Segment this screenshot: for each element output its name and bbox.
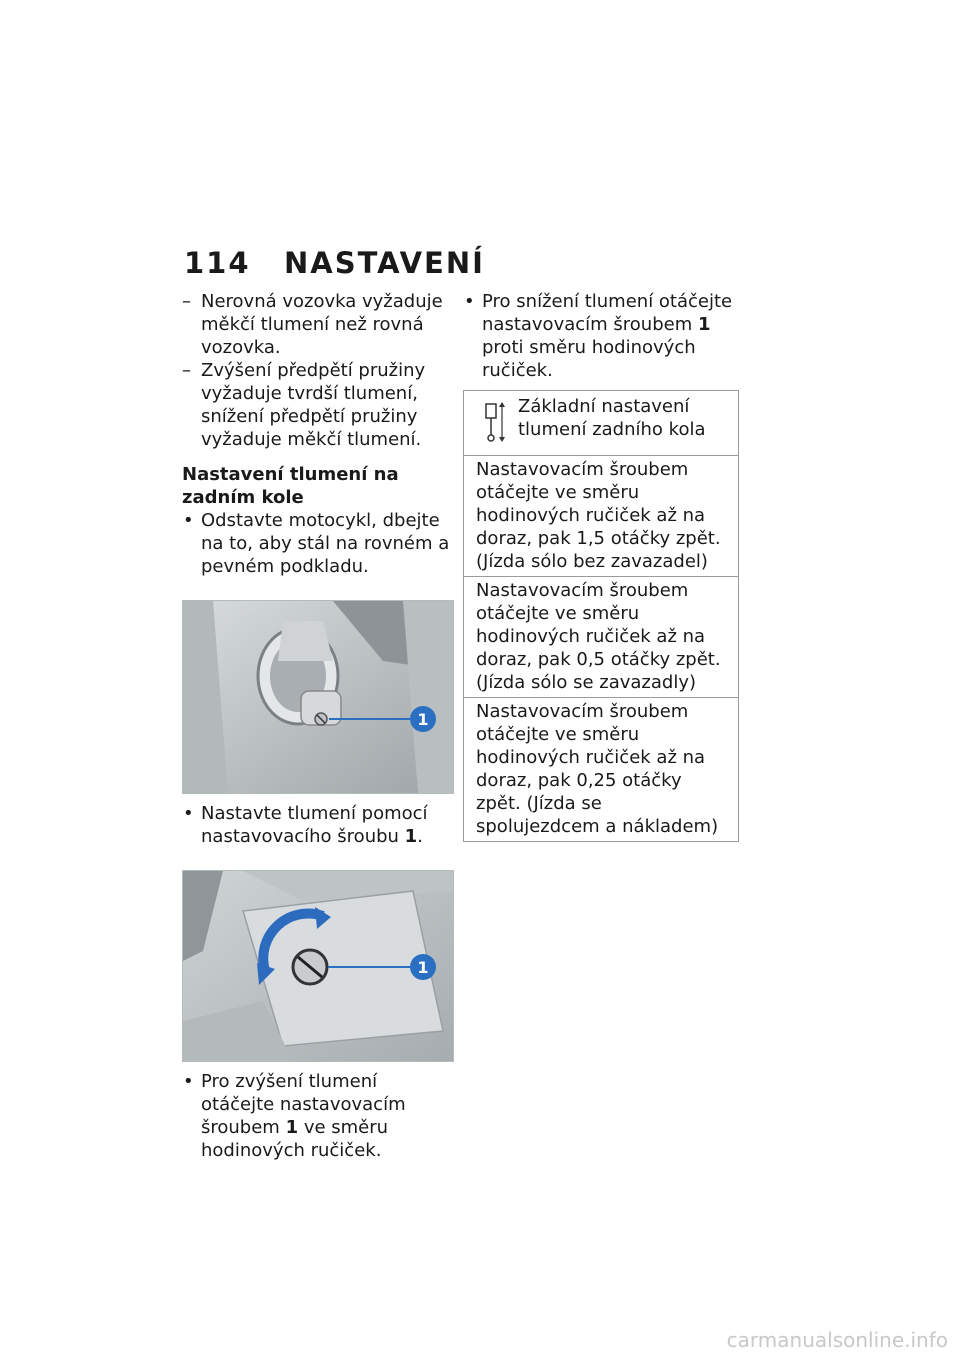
section-title: NASTAVENÍ [284, 246, 485, 280]
table-cell: Nastavovacím šroubem otáčejte ve směru hodinových ručiček až na doraz, pak 0,25 otáčky zpět. (Jízda se spolujezdcem a nákladem) [476, 701, 719, 837]
left-column [182, 290, 454, 1162]
table-cell: Nastavovacím šroubem otáčejte ve směru hodinových ručiček až na doraz, pak 0,5 otáčky zpět. (Jízda sólo se zavazadly) [476, 580, 721, 693]
table-header [464, 391, 738, 455]
step-bullet: • Odstavte motocykl, dbejte na to, aby stál na rovném a pevném podkladu. [182, 509, 454, 578]
base-settings-table [463, 390, 739, 842]
dash-item: – Nerovná vozovka vyžaduje měkčí tlumení než rovná vozovka. [182, 290, 454, 359]
step-text: Pro zvýšení tlumení otáčejte nastavovacím šroubem [201, 1071, 406, 1138]
right-column [463, 290, 739, 842]
table-header-text: Základní nastavení tlumení zadního kola [518, 396, 706, 440]
table-row [464, 455, 738, 576]
step-text: proti směru hodinových ručiček. [482, 337, 696, 381]
callout-ref: 1 [285, 1117, 299, 1138]
page-number: 114 [184, 246, 251, 280]
table-row [464, 576, 738, 697]
step-bullet [182, 1070, 454, 1162]
shock-photo-illustration [183, 601, 453, 793]
callout-number: 1 [417, 710, 429, 729]
callout-ref: 1 [697, 314, 711, 335]
callout-ref: 1 [404, 826, 418, 847]
step-bullet [182, 802, 454, 848]
step-text: Pro snížení tlumení otáčejte nastavovacím šroubem [482, 291, 733, 335]
page-header [184, 246, 485, 280]
step-text: ve směru hodinových ručiček. [201, 1117, 389, 1161]
adjuster-screw-photo [182, 870, 454, 1062]
suspension-damper-icon [478, 395, 512, 449]
watermark: carmanualsonline.info [726, 1328, 948, 1352]
table-cell: Nastavovacím šroubem otáčejte ve směru hodinových ručiček až na doraz, pak 1,5 otáčky zpět. (Jízda sólo bez zavazadel) [476, 459, 721, 572]
callout-number: 1 [417, 958, 429, 977]
table-row [464, 697, 738, 841]
adjuster-photo-illustration [183, 871, 453, 1061]
step-bullet [463, 290, 739, 382]
step-text: Nastavte tlumení pomocí nastavovacího šroubu [201, 803, 428, 847]
subheading: Nastavení tlumení na zadním kole [182, 464, 399, 508]
shock-absorber-photo [182, 600, 454, 794]
step-text: . [417, 826, 423, 847]
dash-item: – Zvýšení předpětí pružiny vyžaduje tvrdší tlumení, snížení předpětí pružiny vyžaduje měkčí tlumení. [182, 359, 454, 451]
